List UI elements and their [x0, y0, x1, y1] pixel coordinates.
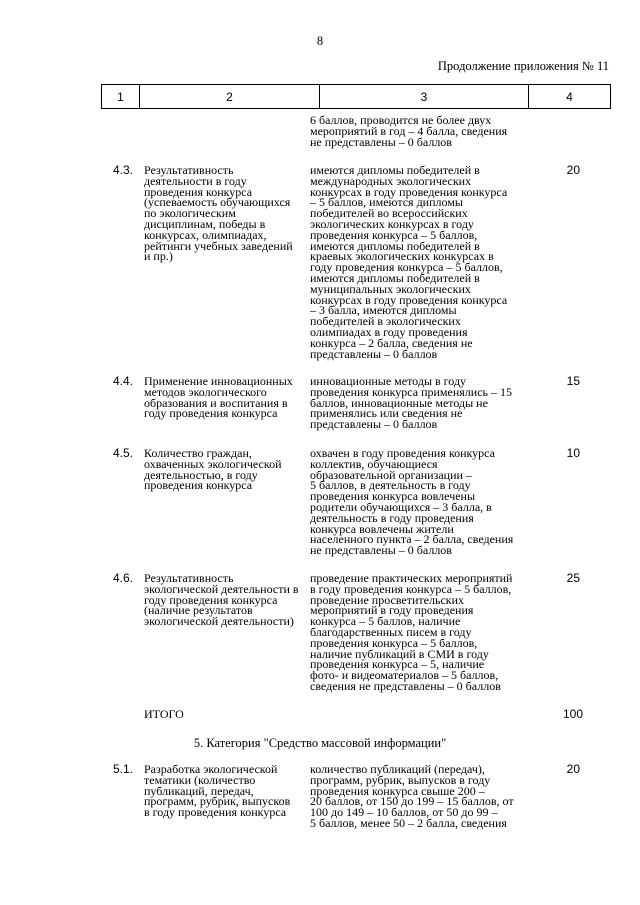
row-4-6-score: 25 [566, 571, 580, 585]
row-4-6-number: 4.6. [113, 571, 134, 585]
header-col-4: 4 [566, 89, 573, 104]
header-col-2: 2 [140, 85, 320, 108]
row-4-3-criterion: Результативность деятельности в году проведения конкурса (успеваемость обучающихся по экологическим дисциплинам, победы в конкурсах, олимпиадах, рейтинги учебных заведений и пр.) [144, 163, 293, 264]
table-header-row [101, 84, 611, 109]
continuation-label: Продолжение приложения № 11 [437, 59, 609, 73]
row-4-5-description: охвачен в году проведения конкурса коллектив, обучающиеся образовательной организации – 5 баллов, в деятельность в году проведения конкурса вовлечены родители обучающихся – 3 балла, в деятельность в году проведения конкурса вовлечены жители населенного пункта – 2 балла, сведения не представлены – 0 баллов [310, 446, 514, 558]
header-col-3: 3 [320, 85, 529, 108]
row-4-4-description: инновационные методы в году проведения конкурса применялись – 15 баллов, инновационные методы не применялись или сведения не представлены – 0 баллов [310, 374, 512, 432]
row-4-3-description: имеются дипломы победителей в международных экологических конкурсах в году проведения конкурса – 5 баллов, имеются дипломы победителей во всероссийских экологических конкурсах в году проведения конкурса – 5 баллов, имеются дипломы победителей в краевых экологических конкурсах в году проведения конкурса – 5 баллов, имеются дипломы победителей в муниципальных экологических конкурсах в году проведения конкурса – 3 балла, имеются дипломы победителей в экологических олимпиадах в году проведения конкурса – 2 балла, сведения не представлены – 0 баллов [310, 163, 508, 361]
row-5-1-criterion: Разработка экологической тематики (количество публикаций, передач, программ, рубрик, выпусков в году проведения конкурса [144, 762, 291, 820]
total-score: 100 [562, 707, 583, 721]
category-heading: 5. Категория "Средство массовой информации" [193, 736, 447, 750]
row-5-1-score: 20 [566, 762, 580, 776]
row-5-1-number: 5.1. [113, 762, 134, 776]
row-4-3-score: 20 [566, 163, 580, 177]
row-4-4-number: 4.4. [113, 374, 134, 388]
row-5-1-description: количество публикаций (передач), программ, рубрик, выпусков в году проведения конкурса свыше 200 – 20 баллов, от 150 до 199 – 15 баллов, от 100 до 149 – 10 баллов, от 50 до 99 – 5 баллов, менее 50 – 2 балла, сведения [310, 762, 514, 830]
row-4-5-criterion: Количество граждан, охваченных экологической деятельностью, в году проведения конкурса [144, 446, 282, 493]
header-col-1: 1 [102, 85, 140, 108]
carryover-text: 6 баллов, проводится не более двух мероприятий в год – 4 балла, сведения не представлены – 0 баллов [310, 113, 508, 149]
row-4-4-criterion: Применение инновационных методов экологического образования и воспитания в году проведения конкурса [144, 374, 293, 421]
total-label: ИТОГО [144, 707, 184, 721]
page-number: 8 [316, 34, 324, 48]
row-4-3-number: 4.3. [113, 163, 134, 177]
row-4-4-score: 15 [566, 374, 580, 388]
row-4-6-description: проведение практических мероприятий в году проведения конкурса – 5 баллов, проведение просветительских мероприятий в году проведения конкурса – 5 баллов, наличие благодарственных писем в году проведения конкурса – 5 баллов, наличие публикаций в СМИ в году проведения конкурса – 5, наличие фото- и видеоматериалов – 5 баллов, сведения не представлены – 0 баллов [310, 571, 513, 693]
row-4-5-number: 4.5. [113, 446, 134, 460]
row-4-5-score: 10 [566, 446, 580, 460]
row-4-6-criterion: Результативность экологической деятельности в году проведения конкурса (наличие результатов экологической деятельности) [144, 571, 299, 629]
